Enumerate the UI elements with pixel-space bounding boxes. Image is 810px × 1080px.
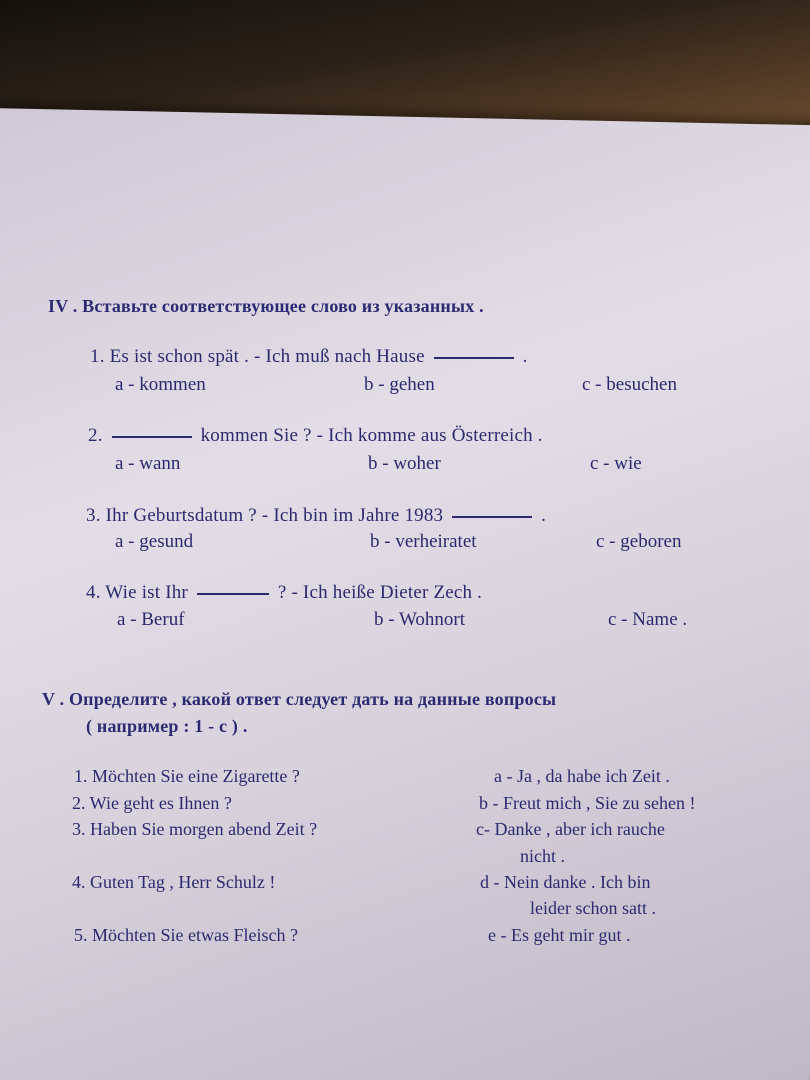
s4-item-3-option-c: c - geboren [596,531,682,552]
s5-question-4: 4. Guten Tag , Herr Schulz ! [72,872,276,892]
s4-item-4-option-a: a - Beruf [117,609,185,630]
s4-item-4-number: 4. [86,582,101,603]
s4-item-3-blank [452,516,532,518]
s4-item-3-text: Ihr Geburtsdatum ? - Ich bin im Jahre 1983 [105,505,444,526]
s4-item-2-option-a: a - wann [115,453,181,474]
s5-question-5: 5. Möchten Sie etwas Fleisch ? [74,925,298,945]
s4-item-4-option-b: b - Wohnort [374,609,466,630]
s4-item-2-number: 2. [88,425,103,446]
s5-question-3: 3. Haben Sie morgen abend Zeit ? [72,819,318,839]
s5-answer-c-cont: nicht . [520,846,565,866]
s5-question-2: 2. Wie geht es Ihnen ? [72,793,232,813]
s5-answer-b: b - Freut mich , Sie zu sehen ! [479,793,696,813]
s5-answer-e: e - Es geht mir gut . [488,925,631,945]
s5-answer-d-cont: leider schon satt . [530,898,656,918]
s4-item-2-question [88,425,543,447]
section-5-example: ( например : 1 - c ) . [86,716,248,736]
s4-item-3-end: . [541,505,547,526]
section-4-heading: IV . Вставьте соответствующее слово из указанных . [48,296,484,316]
s4-item-4-blank [197,593,269,595]
s4-item-4-question [86,582,482,604]
s4-item-3-number: 3. [86,505,101,526]
s4-item-1-option-a: a - kommen [115,374,206,395]
s4-item-1-text: Es ist schon spät . - Ich muß nach Hause [109,346,425,367]
s4-item-3-option-a: a - gesund [115,531,194,552]
s4-item-2-rest: kommen Sie ? - Ich komme aus Österreich . [200,425,543,446]
s4-item-1-end: . [522,346,528,367]
s5-question-1: 1. Möchten Sie eine Zigarette ? [74,766,300,786]
s4-item-2-option-c: c - wie [590,453,642,474]
s4-item-4-rest: ? - Ich heiße Dieter Zech . [277,582,483,603]
s4-item-1-blank [434,357,514,359]
s4-item-1-number: 1. [90,346,105,367]
s5-answer-d: d - Nein danke . Ich bin [480,872,651,892]
s4-item-3-option-b: b - verheiratet [370,531,477,552]
s4-item-1-option-c: c - besuchen [582,374,677,395]
s5-answer-a: a - Ja , da habe ich Zeit . [494,766,670,786]
section-5-heading: V . Определите , какой ответ следует дать на данные вопросы [42,689,557,709]
s4-item-4-text: Wie ist Ihr [105,582,188,603]
s4-item-3-question [86,505,546,527]
s4-item-2-option-b: b - woher [368,453,441,474]
s4-item-4-option-c: c - Name . [608,609,688,630]
s4-item-2-blank [112,436,192,438]
s4-item-1-option-b: b - gehen [364,374,435,395]
s5-answer-c: c- Danke , aber ich rauche [476,819,665,839]
s4-item-1-question [90,346,528,368]
